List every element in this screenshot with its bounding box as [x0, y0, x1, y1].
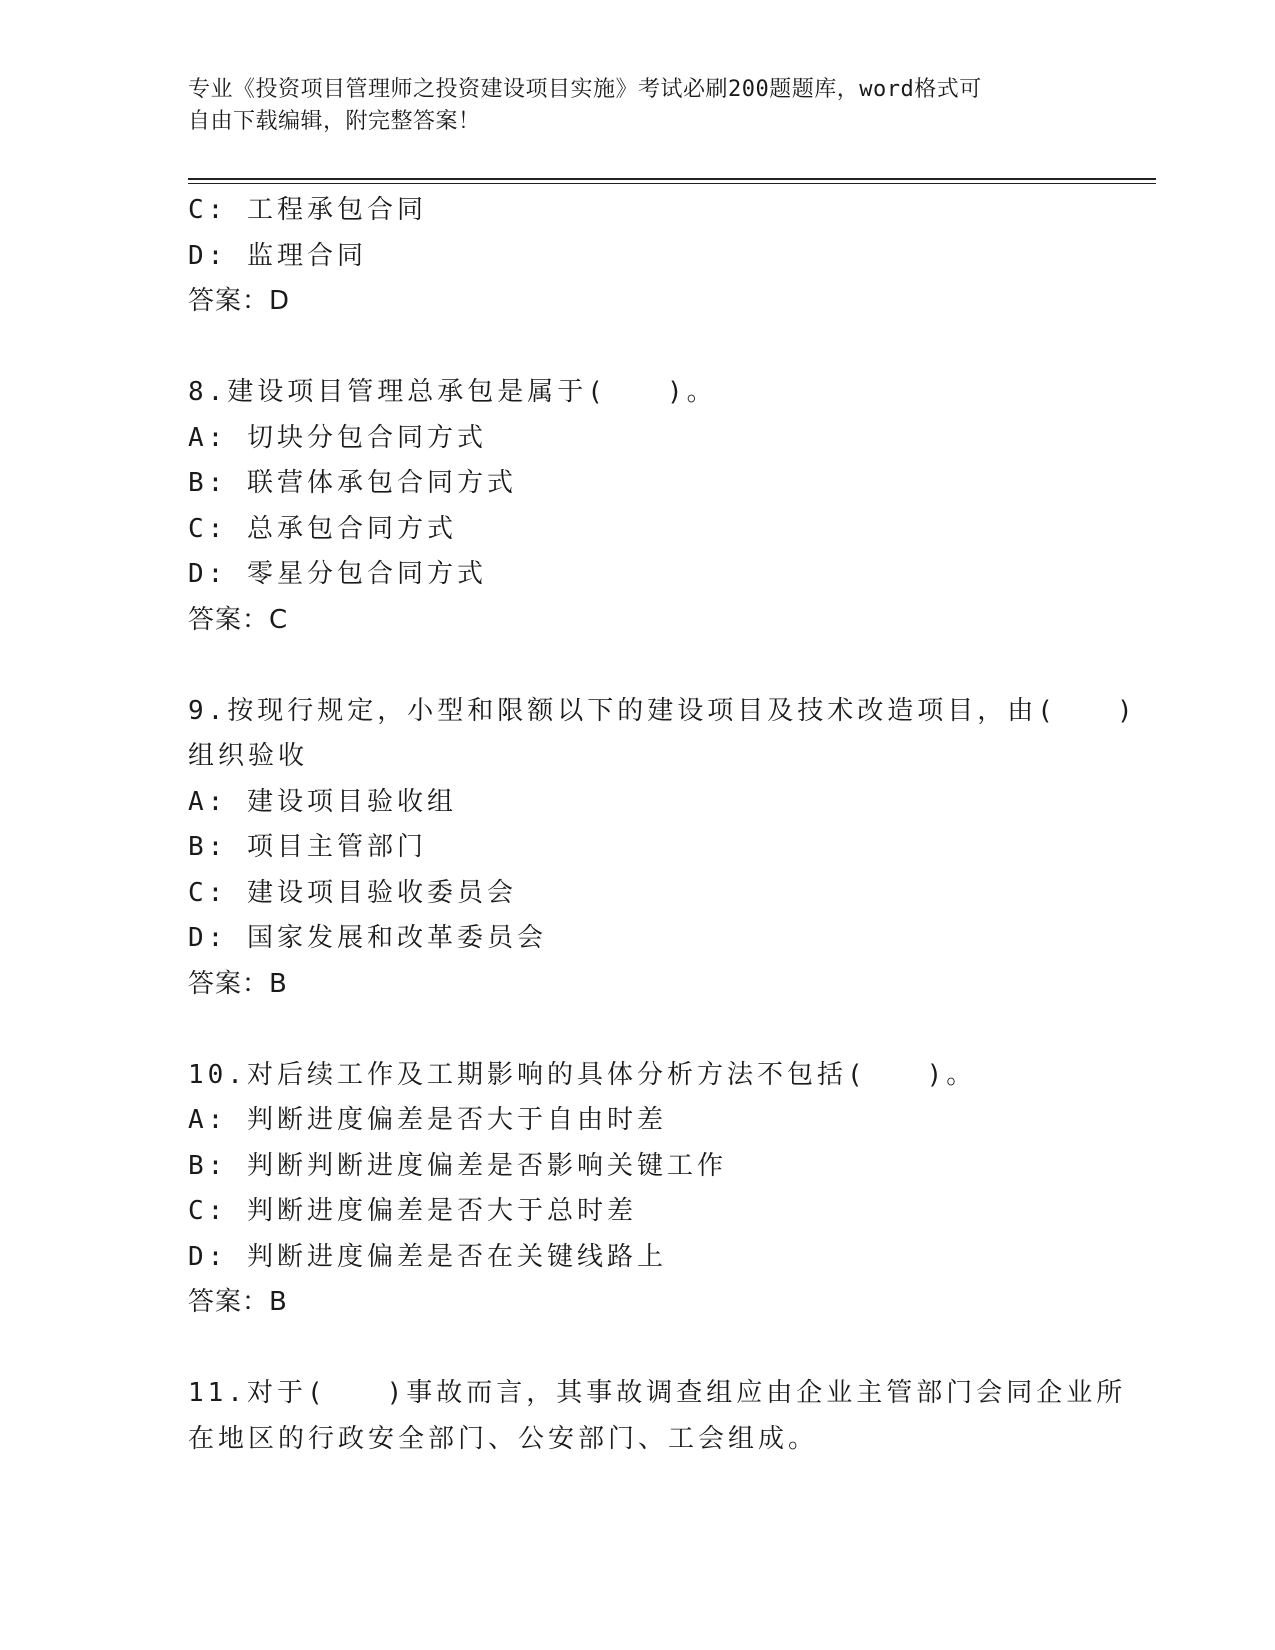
- question-7: [188, 188, 1088, 325]
- spacer: [188, 643, 1088, 689]
- option-d: D: 国家发展和改革委员会: [188, 923, 547, 953]
- spacer: [188, 1007, 1088, 1053]
- question-10: [188, 1053, 1088, 1326]
- question-stem-line-1: 9.按现行规定，小型和限额以下的建设项目及技术改造项目，由( ): [188, 695, 1137, 726]
- option-d: D: 零星分包合同方式: [188, 559, 487, 589]
- option-a: A: 切块分包合同方式: [188, 422, 487, 453]
- question-stem: 8.建设项目管理总承包是属于( )。: [188, 377, 717, 407]
- option-c: C: 判断进度偏差是否大于总时差: [188, 1196, 637, 1226]
- question-9: [188, 689, 1137, 1008]
- question-stem: 10.对后续工作及工期影响的具体分析方法不包括( )。: [188, 1059, 977, 1090]
- option-b: B: 联营体承包合同方式: [188, 468, 517, 498]
- option-d: D: 监理合同: [188, 240, 367, 271]
- option-c: C: 工程承包合同: [188, 195, 427, 225]
- question-8: [188, 370, 1088, 643]
- header-divider: [188, 178, 1156, 184]
- option-d: D: 判断进度偏差是否在关键线路上: [188, 1241, 667, 1272]
- option-a: A: 判断进度偏差是否大于自由时差: [188, 1105, 667, 1135]
- question-stem-line-2: 在地区的行政安全部门、公安部门、工会组成。: [188, 1423, 819, 1454]
- option-b: B: 判断判断进度偏差是否影响关键工作: [188, 1150, 727, 1181]
- answer: 答案：C: [188, 604, 289, 635]
- question-11: [188, 1371, 1127, 1462]
- option-a: A: 建设项目验收组: [188, 786, 457, 817]
- answer: 答案：B: [188, 1287, 288, 1317]
- question-stem-line-2: 组织验收: [188, 741, 309, 771]
- option-c: C: 建设项目验收委员会: [188, 877, 517, 908]
- question-list: [188, 188, 1137, 1462]
- spacer: [188, 1326, 1088, 1372]
- answer: 答案：B: [188, 968, 288, 999]
- option-b: B: 项目主管部门: [188, 832, 427, 862]
- question-stem-line-1: 11.对于( )事故而言，其事故调查组应由企业主管部门会同企业所: [188, 1378, 1127, 1408]
- header-title-line-1: 专业《投资项目管理师之投资建设项目实施》考试必刷200题题库，word格式可: [188, 77, 982, 102]
- answer: 答案：D: [188, 286, 291, 316]
- document-header: [188, 74, 1068, 138]
- header-title-line-2: 自由下载编辑，附完整答案！: [188, 109, 481, 134]
- spacer: [188, 325, 1088, 371]
- option-c: C: 总承包合同方式: [188, 513, 457, 544]
